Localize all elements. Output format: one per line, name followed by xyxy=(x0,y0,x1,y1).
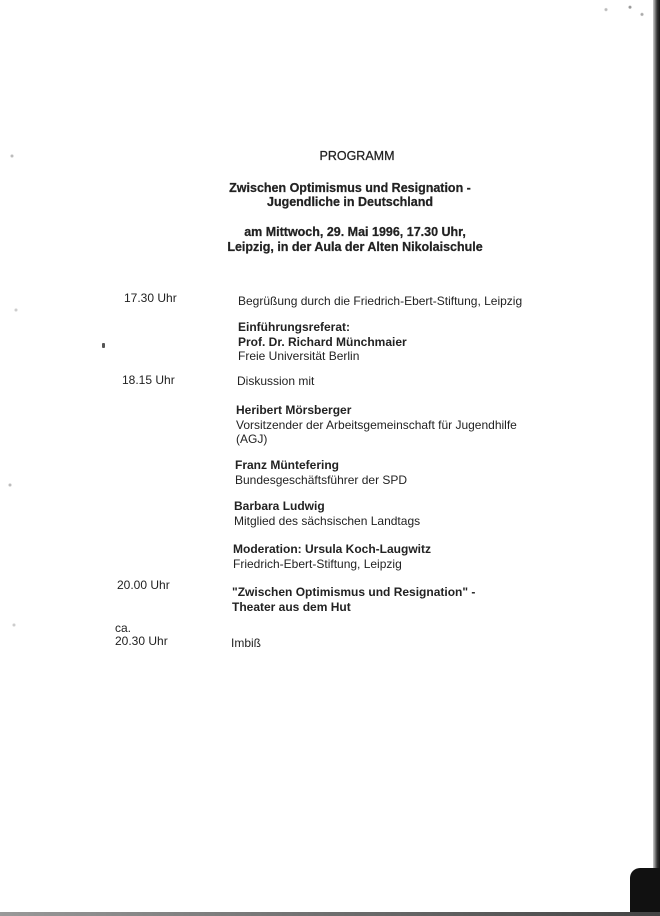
entry-snack xyxy=(231,636,261,651)
discussion-text: Diskussion mit xyxy=(237,374,315,388)
panelist-1-role-cont: (AGJ) xyxy=(236,432,268,446)
moderator-org: Friedrich-Ebert-Stiftung, Leipzig xyxy=(233,556,402,571)
intro-title: Einführungsreferat: xyxy=(238,320,351,334)
intro-speaker: Prof. Dr. Richard Münchmaier xyxy=(238,334,407,349)
time-1730: 17.30 Uhr xyxy=(124,291,177,305)
entry-panelist-3 xyxy=(234,499,420,528)
event-subtitle: Jugendliche in Deutschland xyxy=(267,195,433,209)
scan-edge xyxy=(653,0,660,916)
time-ca: ca. xyxy=(115,621,132,635)
entry-theater xyxy=(232,585,475,614)
panelist-1-name: Heribert Mörsberger xyxy=(236,403,352,417)
panelist-2-name: Franz Müntefering xyxy=(235,458,339,472)
scan-artifact xyxy=(102,343,105,348)
scan-edge xyxy=(0,912,660,916)
entry-panelist-2 xyxy=(235,458,407,487)
panelist-3-role: Mitglied des sächsischen Landtags xyxy=(234,513,421,528)
program-title: PROGRAMM xyxy=(319,149,395,163)
time-2000: 20.00 Uhr xyxy=(117,578,170,592)
theater-title: "Zwischen Optimismus und Resignation" - xyxy=(232,585,476,599)
panelist-3-name: Barbara Ludwig xyxy=(234,499,325,513)
snack-text: Imbiß xyxy=(231,636,261,650)
entry-intro xyxy=(238,320,407,364)
scan-artifact xyxy=(594,0,654,24)
event-location: Leipzig, in der Aula der Alten Nikolaischule xyxy=(227,240,483,254)
scan-edge xyxy=(630,868,660,916)
panelist-1-role: Vorsitzender der Arbeitsgemeinschaft für Jugendhilfe xyxy=(236,417,517,432)
panelist-2-role: Bundesgeschäftsführer der SPD xyxy=(235,472,408,487)
welcome-text: Begrüßung durch die Friedrich-Ebert-Stiftung, Leipzig xyxy=(238,294,523,308)
entry-welcome xyxy=(238,294,522,309)
theater-group: Theater aus dem Hut xyxy=(232,599,351,614)
entry-discussion xyxy=(237,374,314,389)
entry-moderation xyxy=(233,542,431,571)
event-date: am Mittwoch, 29. Mai 1996, 17.30 Uhr, xyxy=(244,225,466,239)
event-title: Zwischen Optimismus und Resignation - xyxy=(229,181,471,195)
time-1815: 18.15 Uhr xyxy=(122,373,175,387)
intro-org: Freie Universität Berlin xyxy=(238,349,360,363)
entry-panelist-1 xyxy=(236,403,517,447)
time-2030: 20.30 Uhr xyxy=(115,634,168,648)
moderator-name: Moderation: Ursula Koch-Laugwitz xyxy=(233,542,431,556)
